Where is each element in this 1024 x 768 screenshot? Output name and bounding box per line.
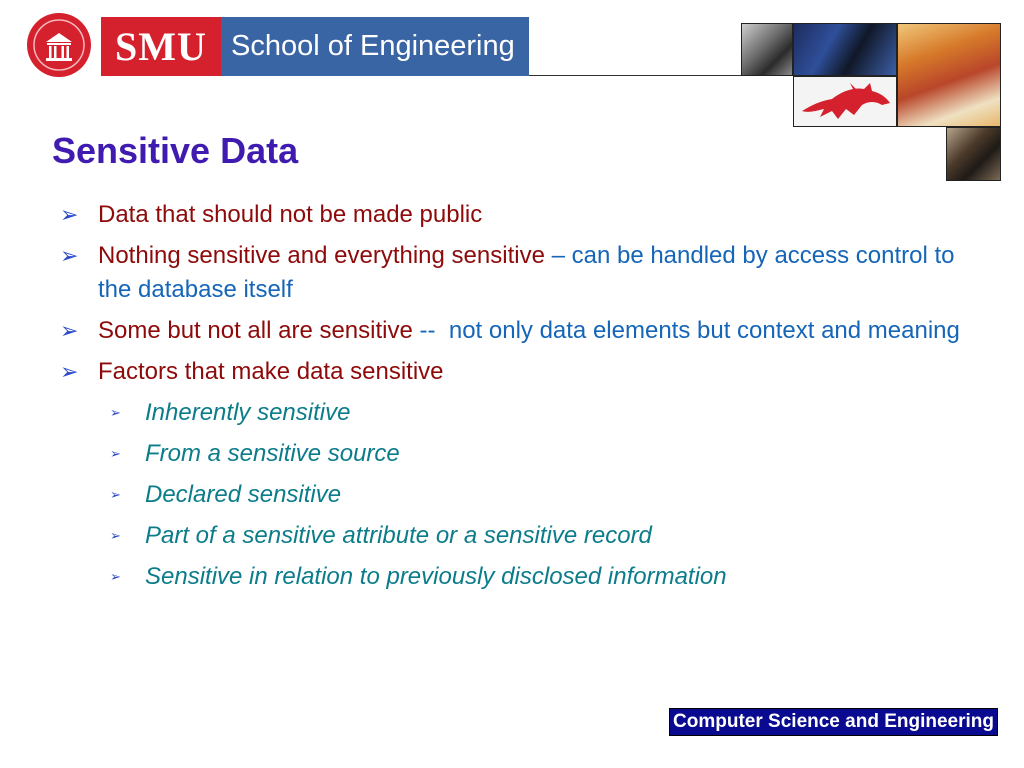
- slide-title: Sensitive Data: [52, 130, 299, 171]
- mustang-logo: [793, 76, 897, 127]
- bullet-text: Some but not all are sensitive: [98, 317, 413, 344]
- arrow-bullet-icon: ➢: [60, 318, 79, 343]
- header-divider: [529, 75, 741, 76]
- bullet-text: Nothing sensitive and everything sensitive: [98, 242, 545, 269]
- bullet-item: [60, 314, 960, 348]
- portrait-photo: [741, 23, 793, 76]
- arrow-bullet-icon: ➢: [60, 202, 79, 227]
- classroom-photo: [946, 127, 1001, 181]
- sub-bullet-text: Part of a sensitive attribute or a sensitive record: [145, 522, 652, 549]
- building-photo: [793, 23, 897, 76]
- smu-seal-icon: [26, 12, 92, 78]
- smu-banner: SMU: [101, 17, 221, 76]
- department-footer: Computer Science and Engineering: [669, 708, 998, 736]
- sub-bullet-item: [60, 519, 960, 553]
- bullet-text: Data that should not be made public: [98, 201, 483, 228]
- bullet-separator: –: [544, 242, 572, 269]
- bullet-separator: --: [412, 317, 449, 344]
- sub-bullet-item: [60, 396, 960, 430]
- sub-bullet-text: Inherently sensitive: [145, 399, 351, 426]
- school-banner: School of Engineering: [221, 17, 529, 76]
- small-arrow-bullet-icon: ➢: [110, 569, 121, 584]
- bullet-item: [60, 239, 960, 307]
- sub-bullet-text: From a sensitive source: [145, 440, 400, 467]
- bullet-detail: can be handled by access control to the database itself: [98, 242, 955, 303]
- sub-bullet-item: [60, 478, 960, 512]
- bullet-item: [60, 355, 960, 389]
- small-arrow-bullet-icon: ➢: [110, 528, 121, 543]
- sub-bullet-item: [60, 437, 960, 471]
- bullet-list: [60, 198, 960, 601]
- bullet-detail: not only data elements but context and meaning: [448, 317, 960, 344]
- small-arrow-bullet-icon: ➢: [110, 487, 121, 502]
- small-arrow-bullet-icon: ➢: [110, 446, 121, 461]
- bullet-item: [60, 198, 960, 232]
- sub-bullet-text: Sensitive in relation to previously disclosed information: [145, 563, 727, 590]
- bullet-text: Factors that make data sensitive: [98, 358, 444, 385]
- small-arrow-bullet-icon: ➢: [110, 405, 121, 420]
- sub-bullet-text: Declared sensitive: [145, 481, 342, 508]
- arrow-bullet-icon: ➢: [60, 359, 79, 384]
- arrow-bullet-icon: ➢: [60, 243, 79, 268]
- sub-bullet-item: [60, 560, 960, 594]
- campus-photo: [897, 23, 1001, 127]
